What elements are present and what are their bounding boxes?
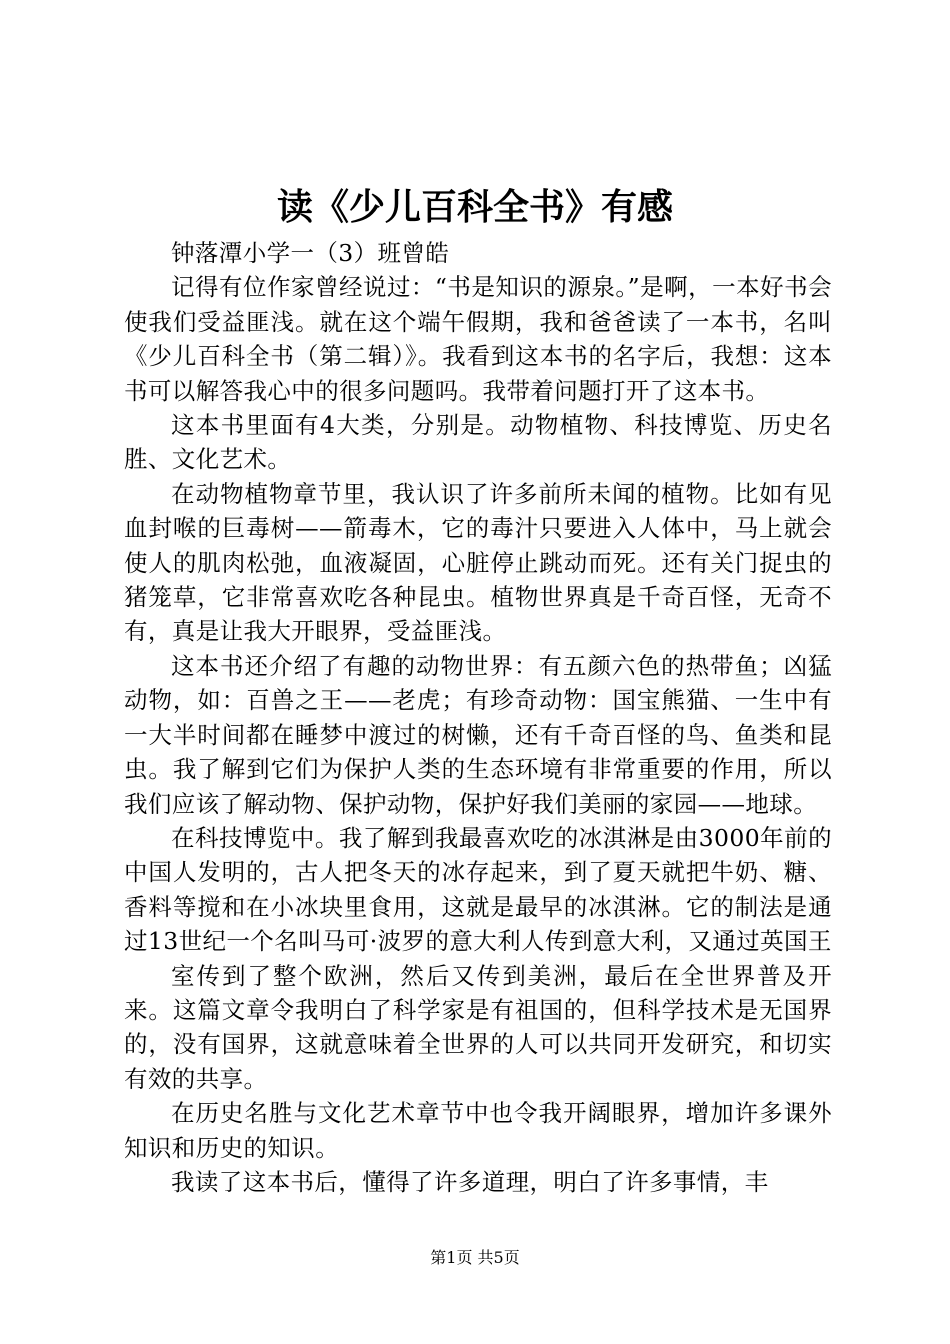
paragraph: 这本书还介绍了有趣的动物世界：有五颜六色的热带鱼；凶猛动物，如：百兽之王——老虎；有珍奇动物：国宝熊猫、一生中有一大半时间都在睡梦中渡过的树懒，还有千奇百怪的鸟、鱼类和昆虫。我了解到它们为保护人类的生态环境有非常重要的作用，所以我们应该了解动物、保护动物，保护好我们美丽的家园——地球。 bbox=[124, 651, 832, 818]
paragraph: 室传到了整个欧洲，然后又传到美洲，最后在全世界普及开来。这篇文章令我明白了科学家是有祖国的，但科学技术是无国界的，没有国界，这就意味着全世界的人可以共同开发研究，和切实有效的共享。 bbox=[124, 961, 832, 1093]
document-title: 读《少儿百科全书》有感 bbox=[276, 187, 673, 228]
paragraph: 我读了这本书后，懂得了许多道理，明白了许多事情，丰 bbox=[171, 1167, 769, 1196]
author-line: 钟落潭小学一（3）班曾皓 bbox=[171, 239, 450, 267]
paragraph: 这本书里面有4大类，分别是。动物植物、科技博览、历史名胜、文化艺术。 bbox=[124, 411, 832, 474]
page-footer: 第1页 共5页 bbox=[430, 1248, 520, 1267]
paragraph: 记得有位作家曾经说过：“书是知识的源泉。”是啊，一本好书会使我们受益匪浅。就在这个端午假期，我和爸爸读了一本书，名叫《少儿百科全书（第二辑）》。我看到这本书的名字后，我想：这本书可以解答我心中的很多问题吗。我带着问题打开了这本书。 bbox=[124, 273, 832, 405]
paragraph: 在动物植物章节里，我认识了许多前所未闻的植物。比如有见血封喉的巨毒树——箭毒木，它的毒汁只要进入人体中，马上就会使人的肌肉松弛，血液凝固，心脏停止跳动而死。还有关门捉虫的猪笼草，它非常喜欢吃各种昆虫。植物世界真是千奇百怪，无奇不有，真是让我大开眼界，受益匪浅。 bbox=[124, 479, 832, 646]
document-body bbox=[124, 236, 832, 1199]
paragraph: 在历史名胜与文化艺术章节中也令我开阔眼界，增加许多课外知识和历史的知识。 bbox=[124, 1099, 832, 1162]
paragraph: 在科技博览中。我了解到我最喜欢吃的冰淇淋是由3000年前的中国人发明的，古人把冬天的冰存起来，到了夏天就把牛奶、糖、香料等搅和在小冰块里食用，这就是最早的冰淇淋。它的制法是通过13世纪一个名叫马可·波罗的意大利人传到意大利，又通过英国王 bbox=[124, 823, 832, 956]
